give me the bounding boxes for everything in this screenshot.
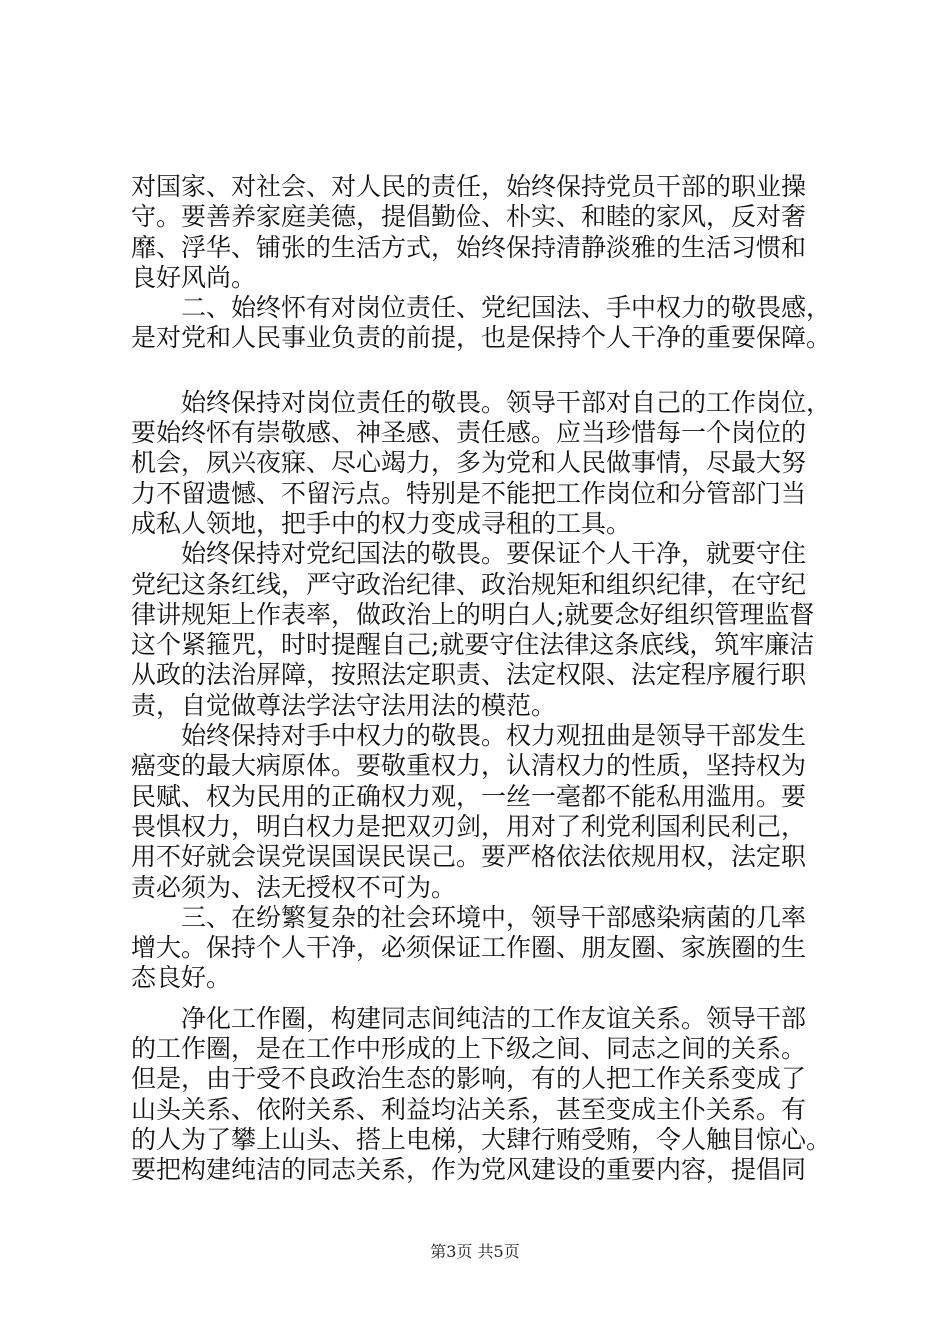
paragraph-group-2 <box>131 388 831 994</box>
text-line: 党纪这条红线，严守政治纪律、政治规矩和组织纪律，在守纪 <box>131 569 807 599</box>
text-line: 民赋、权为民用的正确权力观，一丝一毫都不能私用滥用。要 <box>131 781 807 811</box>
text-line: 要始终怀有崇敬感、神圣感、责任感。应当珍惜每一个岗位的 <box>131 418 807 448</box>
text-line: 这个紧箍咒，时时提醒自己;就要守住法律这条底线，筑牢廉洁 <box>131 630 815 660</box>
paragraph-group-3 <box>131 1004 831 1186</box>
text-line: 三、在纷繁复杂的社会环境中，领导干部感染病菌的几率 <box>131 902 807 932</box>
paragraph-gap <box>131 354 831 388</box>
text-line: 态良好。 <box>131 963 232 993</box>
text-line: 癌变的最大病原体。要敬重权力，认清权力的性质，坚持权为 <box>131 751 807 781</box>
text-line: 对国家、对社会、对人民的责任，始终保持党员干部的职业操 <box>131 172 807 201</box>
paragraph-group-1 <box>131 172 831 354</box>
text-line: 靡、浮华、铺张的生活方式，始终保持清静淡雅的生活习惯和 <box>131 232 807 262</box>
text-line: 山头关系、依附关系、利益均沾关系，甚至变成主仆关系。有 <box>131 1094 807 1124</box>
text-line: 要把构建纯洁的同志关系，作为党风建设的重要内容，提倡同 <box>131 1155 807 1185</box>
text-line: 责，自觉做尊法学法守法用法的模范。 <box>131 690 557 720</box>
text-line: 律讲规矩上作表率，做政治上的明白人;就要念好组织管理监督 <box>131 599 815 629</box>
page-number: 第3页 共5页 <box>430 1242 520 1261</box>
text-line: 是对党和人民事业负责的前提，也是保持个人干净的重要保障。 <box>131 323 832 353</box>
text-line: 用不好就会误党误国误民误己。要严格依法依规用权，法定职 <box>131 842 807 872</box>
text-line: 的工作圈，是在工作中形成的上下级之间、同志之间的关系。 <box>131 1034 807 1064</box>
text-line: 净化工作圈，构建同志间纯洁的工作友谊关系。领导干部 <box>131 1003 807 1033</box>
text-line: 从政的法治屏障，按照法定职责、法定权限、法定程序履行职 <box>131 660 807 690</box>
text-line: 力不留遗憾、不留污点。特别是不能把工作岗位和分管部门当 <box>131 478 807 508</box>
text-line: 守。要善养家庭美德，提倡勤俭、朴实、和睦的家风，反对奢 <box>131 202 807 232</box>
text-line: 增大。保持个人干净，必须保证工作圈、朋友圈、家族圈的生 <box>131 933 807 963</box>
text-line: 良好风尚。 <box>131 262 257 292</box>
text-line: 责必须为、法无授权不可为。 <box>131 872 457 902</box>
text-line: 始终保持对手中权力的敬畏。权力观扭曲是领导干部发生 <box>131 721 807 751</box>
text-line: 成私人领地，把手中的权力变成寻租的工具。 <box>131 508 632 538</box>
paragraph-gap <box>131 994 831 1004</box>
text-line: 机会，夙兴夜寐、尽心竭力，多为党和人民做事情，尽最大努 <box>131 448 807 478</box>
text-line: 始终保持对党纪国法的敬畏。要保证个人干净，就要守住 <box>131 539 807 569</box>
body-text <box>131 172 831 1186</box>
text-line: 二、始终怀有对岗位责任、党纪国法、手中权力的敬畏感， <box>131 293 832 323</box>
text-line: 的人为了攀上山头、搭上电梯，大肆行贿受贿，令人触目惊心。 <box>131 1124 832 1154</box>
text-line: 畏惧权力，明白权力是把双刃剑，用对了利党利国利民利己， <box>131 811 807 841</box>
page-footer <box>0 1242 950 1262</box>
text-line: 始终保持对岗位责任的敬畏。领导干部对自己的工作岗位， <box>131 387 832 417</box>
text-line: 但是，由于受不良政治生态的影响，有的人把工作关系变成了 <box>131 1064 807 1094</box>
